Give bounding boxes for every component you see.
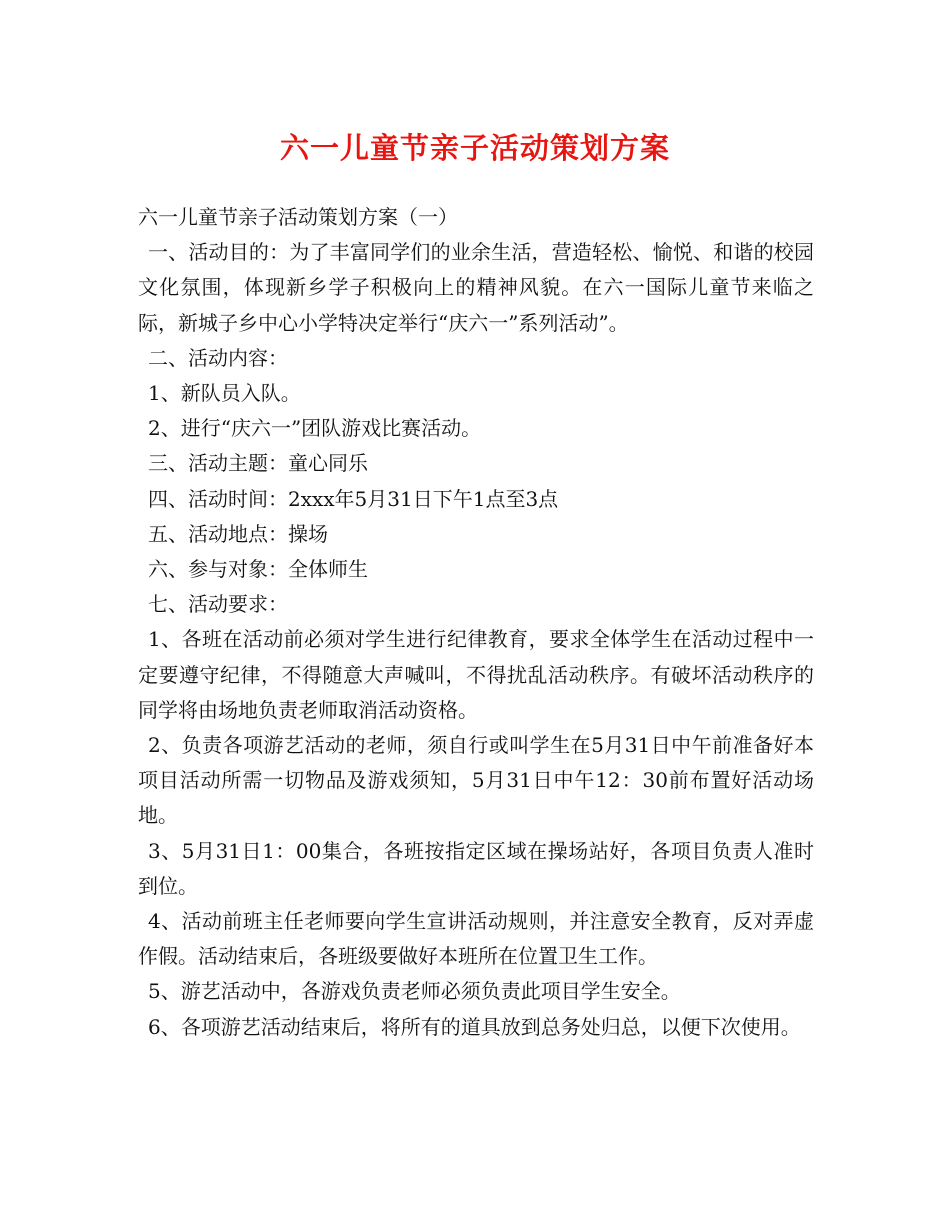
- paragraph-content-item-1: 1、新队员入队。: [148, 381, 301, 406]
- paragraph-content-heading: 二、活动内容：: [148, 345, 288, 370]
- section-heading: 六一儿童节亲子活动策划方案（一）: [138, 205, 458, 229]
- paragraph-requirement-6: 6、各项游艺活动结束后，将所有的道具放到总务处归总，以便下次使用。: [148, 1014, 801, 1039]
- paragraph-location: 五、活动地点：操场: [148, 521, 328, 546]
- document-title: 六一儿童节亲子活动策划方案: [279, 131, 670, 165]
- paragraph-requirement-3: 3、5月31日1：00集合，各班按指定区域在操场站好，各项目负责人准时到位。: [138, 838, 814, 898]
- paragraph-requirements-heading: 七、活动要求：: [148, 592, 288, 617]
- paragraph-theme: 三、活动主题：童心同乐: [148, 451, 368, 476]
- paragraph-requirement-1: 1、各班在活动前必须对学生进行纪律教育，要求全体学生在活动过程中一定要遵守纪律，不得随意大声喊叫，不得扰乱活动秩序。有破坏活动秩序的同学将由场地负责老师取消活动资格。: [138, 627, 814, 722]
- paragraph-content-item-2: 2、进行“庆六一”团队游戏比赛活动。: [148, 416, 482, 441]
- paragraph-requirement-4: 4、活动前班主任老师要向学生宣讲活动规则，并注意安全教育，反对弄虚作假。活动结束后，各班级要做好本班所在位置卫生工作。: [138, 909, 814, 969]
- paragraph-time: 四、活动时间：2xxx年5月31日下午1点至3点: [148, 486, 559, 511]
- paragraph-requirement-5: 5、游艺活动中，各游戏负责老师必须负责此项目学生安全。: [148, 979, 681, 1004]
- document-body: [138, 200, 814, 1045]
- paragraph-requirement-2: 2、负责各项游艺活动的老师，须自行或叫学生在5月31日中午前准备好本项目活动所需一切物品及游戏须知，5月31日中午12：30前布置好活动场地。: [138, 733, 814, 828]
- paragraph-participants: 六、参与对象：全体师生: [148, 557, 368, 582]
- paragraph-purpose: 一、活动目的：为了丰富同学们的业余生活，营造轻松、愉悦、和谐的校园文化氛围，体现新乡学子积极向上的精神风貌。在六一国际儿童节来临之际，新城子乡中心小学特决定举行“庆六一”系列活动”。: [138, 240, 814, 335]
